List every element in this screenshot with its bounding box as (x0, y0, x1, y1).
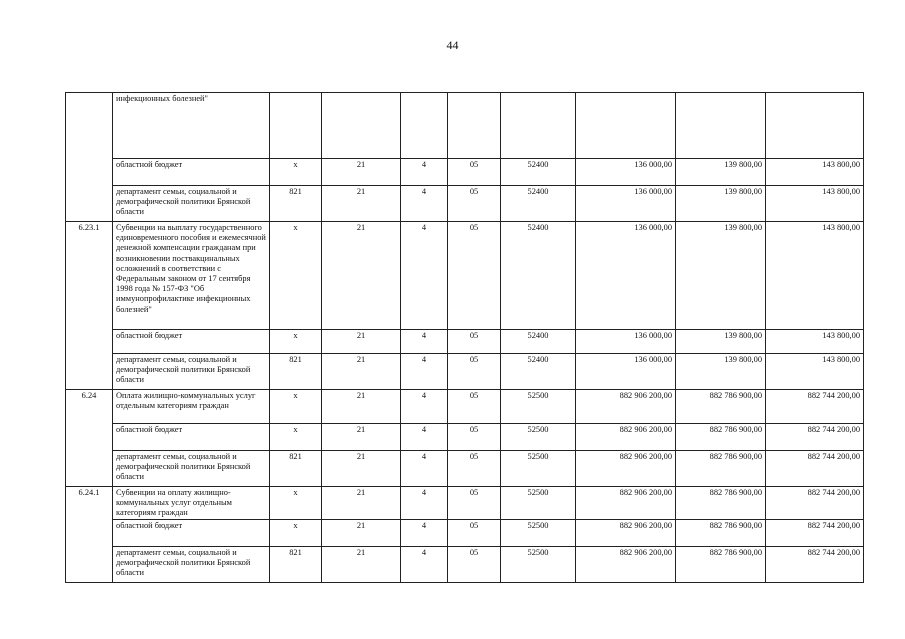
amount-year3-cell: 882 744 200,00 (766, 424, 864, 451)
amount-year1-cell: 136 000,00 (576, 354, 676, 390)
amount-year2-cell: 139 800,00 (676, 330, 766, 354)
admin-code-cell: x (270, 330, 322, 354)
table-row (66, 354, 864, 390)
direction-code-cell (501, 93, 576, 159)
program-code-cell (322, 93, 401, 159)
amount-year3-cell: 143 800,00 (766, 159, 864, 186)
row-name-cell: инфекционных болезней" (113, 93, 270, 159)
program-code-cell: 21 (322, 186, 401, 222)
amount-year1-cell: 882 906 200,00 (576, 424, 676, 451)
subprogram-code-cell: 4 (401, 186, 448, 222)
program-code-cell: 21 (322, 330, 401, 354)
amount-year2-cell: 882 786 900,00 (676, 519, 766, 546)
amount-year2-cell: 139 800,00 (676, 186, 766, 222)
row-number-cell (66, 159, 113, 186)
direction-code-cell: 52500 (501, 546, 576, 582)
activity-code-cell: 05 (448, 159, 501, 186)
subprogram-code-cell: 4 (401, 159, 448, 186)
admin-code-cell: x (270, 519, 322, 546)
program-code-cell: 21 (322, 354, 401, 390)
direction-code-cell: 52500 (501, 519, 576, 546)
admin-code-cell: x (270, 159, 322, 186)
amount-year3-cell: 143 800,00 (766, 354, 864, 390)
admin-code-cell: 821 (270, 354, 322, 390)
amount-year2-cell (676, 93, 766, 159)
amount-year1-cell: 136 000,00 (576, 186, 676, 222)
program-code-cell: 21 (322, 390, 401, 424)
amount-year2-cell: 882 786 900,00 (676, 390, 766, 424)
table-row (66, 93, 864, 159)
subprogram-code-cell: 4 (401, 546, 448, 582)
activity-code-cell: 05 (448, 330, 501, 354)
amount-year2-cell: 139 800,00 (676, 354, 766, 390)
subprogram-code-cell: 4 (401, 354, 448, 390)
program-code-cell: 21 (322, 424, 401, 451)
admin-code-cell: x (270, 487, 322, 520)
row-name-cell: Субвенции на оплату жилищно-коммунальных услуг отдельным категориям граждан (113, 487, 270, 520)
row-number-cell (66, 519, 113, 546)
amount-year3-cell: 882 744 200,00 (766, 390, 864, 424)
amount-year2-cell: 882 786 900,00 (676, 451, 766, 487)
row-number-cell (66, 451, 113, 487)
table-row (66, 330, 864, 354)
row-number-cell: 6.24.1 (66, 487, 113, 520)
subprogram-code-cell: 4 (401, 519, 448, 546)
amount-year2-cell: 882 786 900,00 (676, 487, 766, 520)
amount-year3-cell: 882 744 200,00 (766, 487, 864, 520)
amount-year1-cell: 882 906 200,00 (576, 546, 676, 582)
amount-year3-cell: 882 744 200,00 (766, 451, 864, 487)
row-number-cell (66, 424, 113, 451)
direction-code-cell: 52400 (501, 186, 576, 222)
program-code-cell: 21 (322, 519, 401, 546)
admin-code-cell: x (270, 390, 322, 424)
subprogram-code-cell: 4 (401, 222, 448, 330)
row-name-cell: Оплата жилищно-коммунальных услуг отдельным категориям граждан (113, 390, 270, 424)
subprogram-code-cell: 4 (401, 424, 448, 451)
row-name-cell: областной бюджет (113, 424, 270, 451)
amount-year1-cell: 136 000,00 (576, 159, 676, 186)
program-code-cell: 21 (322, 546, 401, 582)
amount-year1-cell (576, 93, 676, 159)
amount-year1-cell: 136 000,00 (576, 330, 676, 354)
table-row (66, 487, 864, 520)
activity-code-cell: 05 (448, 487, 501, 520)
row-number-cell (66, 354, 113, 390)
activity-code-cell: 05 (448, 390, 501, 424)
amount-year1-cell: 882 906 200,00 (576, 519, 676, 546)
table-row (66, 451, 864, 487)
row-name-cell: областной бюджет (113, 519, 270, 546)
activity-code-cell: 05 (448, 546, 501, 582)
direction-code-cell: 52500 (501, 451, 576, 487)
table-row (66, 424, 864, 451)
amount-year3-cell: 143 800,00 (766, 186, 864, 222)
activity-code-cell: 05 (448, 424, 501, 451)
admin-code-cell: 821 (270, 451, 322, 487)
direction-code-cell: 52400 (501, 222, 576, 330)
row-name-cell: департамент семьи, социальной и демографической политики Брянской области (113, 546, 270, 582)
row-name-cell: областной бюджет (113, 159, 270, 186)
subprogram-code-cell (401, 93, 448, 159)
program-code-cell: 21 (322, 222, 401, 330)
amount-year1-cell: 136 000,00 (576, 222, 676, 330)
activity-code-cell: 05 (448, 354, 501, 390)
direction-code-cell: 52500 (501, 424, 576, 451)
row-name-cell: департамент семьи, социальной и демографической политики Брянской области (113, 354, 270, 390)
row-name-cell: департамент семьи, социальной и демографической политики Брянской области (113, 186, 270, 222)
amount-year1-cell: 882 906 200,00 (576, 451, 676, 487)
direction-code-cell: 52400 (501, 159, 576, 186)
table-row (66, 390, 864, 424)
program-code-cell: 21 (322, 451, 401, 487)
subprogram-code-cell: 4 (401, 487, 448, 520)
subprogram-code-cell: 4 (401, 330, 448, 354)
direction-code-cell: 52500 (501, 390, 576, 424)
activity-code-cell: 05 (448, 451, 501, 487)
table-row (66, 186, 864, 222)
amount-year3-cell: 143 800,00 (766, 330, 864, 354)
admin-code-cell: 821 (270, 546, 322, 582)
table-row (66, 159, 864, 186)
program-code-cell: 21 (322, 159, 401, 186)
row-number-cell (66, 330, 113, 354)
table-row (66, 546, 864, 582)
subprogram-code-cell: 4 (401, 390, 448, 424)
activity-code-cell: 05 (448, 519, 501, 546)
amount-year2-cell: 139 800,00 (676, 222, 766, 330)
amount-year3-cell: 882 744 200,00 (766, 519, 864, 546)
admin-code-cell: x (270, 222, 322, 330)
row-number-cell: 6.24 (66, 390, 113, 424)
amount-year2-cell: 139 800,00 (676, 159, 766, 186)
table-row (66, 519, 864, 546)
row-name-cell: Субвенции на выплату государственного единовременного пособия и ежемесячной денежной компенсации гражданам при возникновении поствакцинальных осложнений в соответствии с Федеральным законом от 17 сентября 1998 года № 157-ФЗ "Об иммунопрофилактике инфекционных болезней" (113, 222, 270, 330)
row-number-cell (66, 546, 113, 582)
row-name-cell: областной бюджет (113, 330, 270, 354)
amount-year2-cell: 882 786 900,00 (676, 424, 766, 451)
admin-code-cell: 821 (270, 186, 322, 222)
program-code-cell: 21 (322, 487, 401, 520)
activity-code-cell: 05 (448, 186, 501, 222)
activity-code-cell: 05 (448, 222, 501, 330)
activity-code-cell (448, 93, 501, 159)
amount-year3-cell (766, 93, 864, 159)
row-number-cell: 6.23.1 (66, 222, 113, 330)
direction-code-cell: 52400 (501, 354, 576, 390)
amount-year3-cell: 882 744 200,00 (766, 546, 864, 582)
admin-code-cell: x (270, 424, 322, 451)
subprogram-code-cell: 4 (401, 451, 448, 487)
row-number-cell (66, 186, 113, 222)
amount-year2-cell: 882 786 900,00 (676, 546, 766, 582)
amount-year1-cell: 882 906 200,00 (576, 390, 676, 424)
direction-code-cell: 52400 (501, 330, 576, 354)
direction-code-cell: 52500 (501, 487, 576, 520)
admin-code-cell (270, 93, 322, 159)
table-row (66, 222, 864, 330)
row-number-cell (66, 93, 113, 159)
amount-year3-cell: 143 800,00 (766, 222, 864, 330)
row-name-cell: департамент семьи, социальной и демографической политики Брянской области (113, 451, 270, 487)
amount-year1-cell: 882 906 200,00 (576, 487, 676, 520)
budget-table (65, 92, 864, 583)
page-number: 44 (446, 38, 459, 52)
